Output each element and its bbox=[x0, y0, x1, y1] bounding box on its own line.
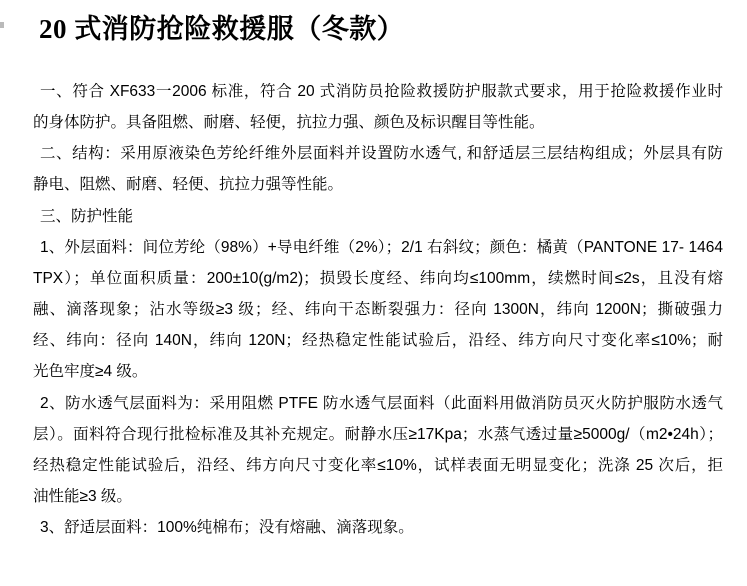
doc-line-10: 光色牢度≥4 级。 bbox=[33, 363, 148, 381]
doc-line-14: 油性能≥3 级。 bbox=[33, 488, 132, 506]
doc-line-6: 1、外层面料：间位芳纶（98%）+导电纤维（2%）；2/1 右斜纹；颜色：橘黄（PANTONE 17- 1464 bbox=[40, 238, 723, 256]
page-title: 20 式消防抢险救援服（冬款） bbox=[39, 14, 405, 44]
doc-line-7: TPX）；单位面积质量：200±10(g/m2)；损毁长度经、纬向均≤100mm，续燃时间≤2s，且没有熔 bbox=[33, 269, 723, 287]
edge-stray-mark bbox=[0, 22, 4, 28]
doc-line-4: 静电、阻燃、耐磨、轻便、抗拉力强等性能。 bbox=[33, 176, 344, 194]
doc-line-9: 经、纬向：径向 140N，纬向 120N；经热稳定性能试验后，沿经、纬方向尺寸变化率≤10%；耐 bbox=[33, 332, 723, 350]
doc-line-8: 融、滴落现象；沾水等级≥3 级；经、纬向干态断裂强力：径向 1300N，纬向 1200N；撕破强力 bbox=[33, 301, 723, 319]
doc-line-15: 3、舒适层面料：100%纯棉布；没有熔融、滴落现象。 bbox=[40, 519, 414, 537]
doc-line-11: 2、防水透气层面料为：采用阻燃 PTFE 防水透气层面料（此面料用做消防员灭火防护服防水透气 bbox=[40, 394, 723, 412]
doc-line-12: 层）。面料符合现行批检标准及其补充规定。耐静水压≥17Kpa；水蒸气透过量≥5000g/（m2•24h）； bbox=[33, 425, 723, 443]
doc-line-5: 三、防护性能 bbox=[40, 207, 134, 225]
doc-line-13: 经热稳定性能试验后，沿经、纬方向尺寸变化率≤10%，试样表面无明显变化；洗涤 25 次后，拒 bbox=[33, 456, 723, 474]
doc-line-3: 二、结构：采用原液染色芳纶纤维外层面料并设置防水透气, 和舒适层三层结构组成；外层具有防 bbox=[40, 145, 723, 163]
doc-line-2: 的身体防护。具备阻燃、耐磨、轻便，抗拉力强、颜色及标识醒目等性能。 bbox=[33, 114, 545, 132]
doc-line-1: 一、符合 XF633一2006 标准，符合 20 式消防员抢险救援防护服款式要求，用于抢险救援作业时 bbox=[40, 83, 723, 100]
document-body bbox=[33, 76, 723, 543]
